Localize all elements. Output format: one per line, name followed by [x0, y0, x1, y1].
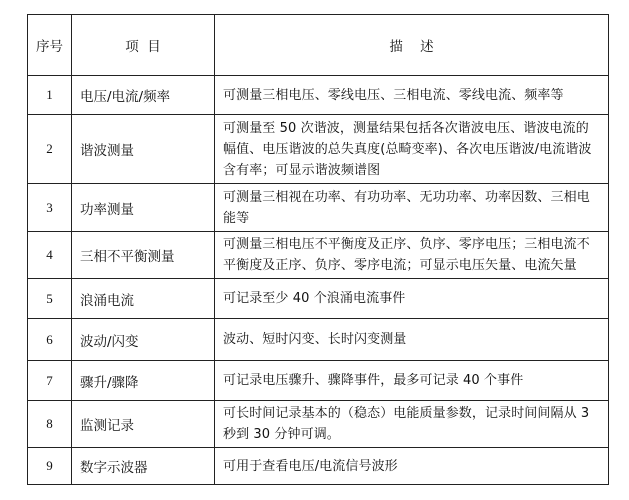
row-item: 骤升/骤降 — [72, 361, 215, 401]
row-description: 可测量三相电压、零线电压、三相电流、零线电流、频率等 — [215, 76, 609, 115]
table-row — [28, 115, 609, 184]
row-item: 三相不平衡测量 — [72, 232, 215, 279]
table-header-row — [28, 15, 609, 76]
row-description: 波动、短时闪变、长时闪变测量 — [215, 319, 609, 361]
header-desc — [215, 15, 609, 76]
row-description: 可测量三相电压不平衡度及正序、负序、零序电压；三相电流不平衡度及正序、负序、零序电流；可显示电压矢量、电流矢量 — [215, 232, 609, 279]
table-row — [28, 232, 609, 279]
table-row — [28, 184, 609, 232]
table-row — [28, 448, 609, 485]
header-item — [72, 15, 215, 76]
row-item: 浪涌电流 — [72, 279, 215, 319]
row-number: 1 — [28, 76, 72, 115]
row-item: 功率测量 — [72, 184, 215, 232]
row-description: 可长时间记录基本的（稳态）电能质量参数，记录时间间隔从 3 秒到 30 分钟可调。 — [215, 401, 609, 448]
table-row — [28, 76, 609, 115]
row-number: 6 — [28, 319, 72, 361]
row-description: 可记录电压骤升、骤降事件，最多可记录 40 个事件 — [215, 361, 609, 401]
row-number: 2 — [28, 115, 72, 184]
row-item: 谐波测量 — [72, 115, 215, 184]
row-number: 3 — [28, 184, 72, 232]
row-number: 9 — [28, 448, 72, 485]
table-row — [28, 361, 609, 401]
table-row — [28, 279, 609, 319]
row-description: 可用于查看电压/电流信号波形 — [215, 448, 609, 485]
row-number: 5 — [28, 279, 72, 319]
header-no: 序号 — [28, 15, 72, 76]
header-desc-label: 描 述 — [389, 39, 434, 55]
table-row — [28, 401, 609, 448]
row-item: 波动/闪变 — [72, 319, 215, 361]
row-description: 可记录至少 40 个浪涌电流事件 — [215, 279, 609, 319]
row-item: 电压/电流/频率 — [72, 76, 215, 115]
header-item-label: 项 目 — [125, 39, 161, 55]
row-item: 监测记录 — [72, 401, 215, 448]
row-number: 7 — [28, 361, 72, 401]
row-description: 可测量三相视在功率、有功功率、无功功率、功率因数、三相电能等 — [215, 184, 609, 232]
row-number: 4 — [28, 232, 72, 279]
row-item: 数字示波器 — [72, 448, 215, 485]
row-description: 可测量至 50 次谐波，测量结果包括各次谐波电压、谐波电流的幅值、电压谐波的总失真度(总畸变率)、各次电压谐波/电流谐波含有率；可显示谐波频谱图 — [215, 115, 609, 184]
table-row — [28, 319, 609, 361]
spec-table — [27, 14, 609, 485]
row-number: 8 — [28, 401, 72, 448]
